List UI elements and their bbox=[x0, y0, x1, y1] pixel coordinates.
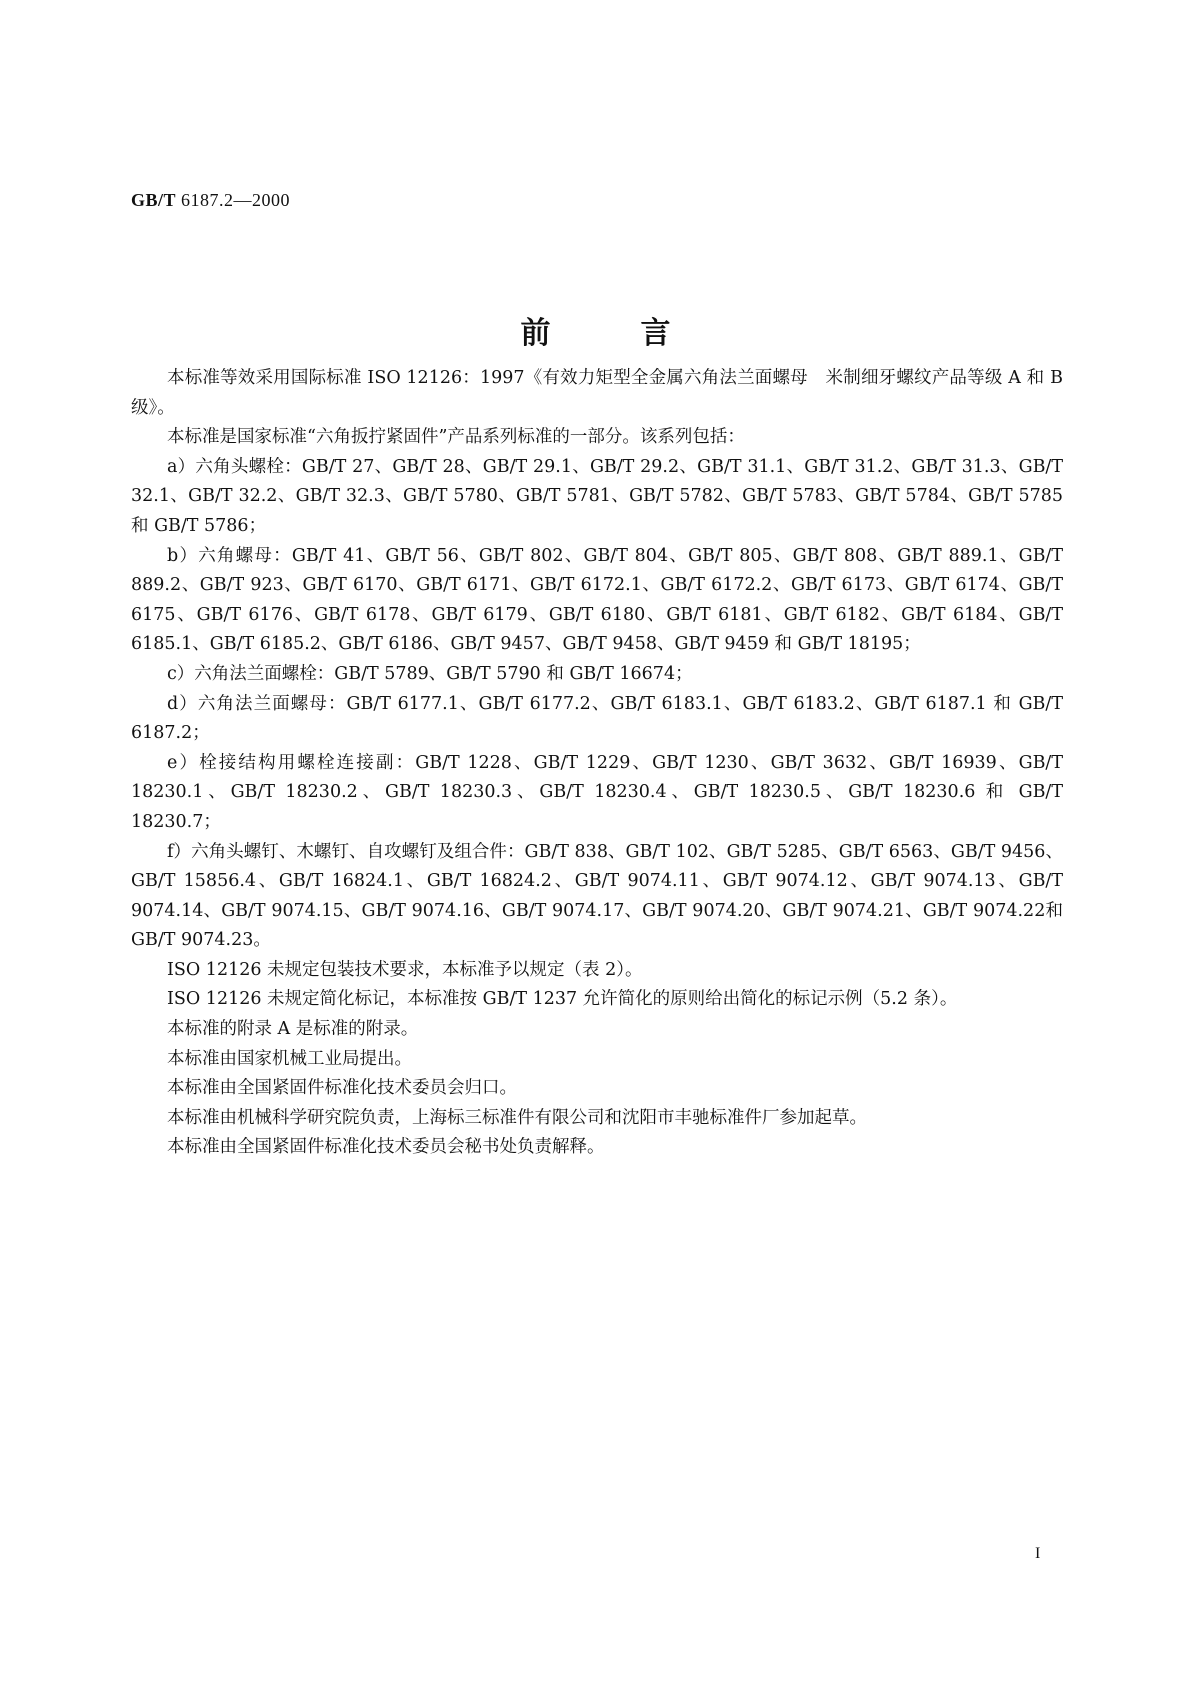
paragraph: 本标准的附录 A 是标准的附录。 bbox=[167, 1019, 419, 1040]
standard-number: 6187.2—2000 bbox=[176, 190, 291, 210]
paragraph: 本标准等效采用国际标准 ISO 12126：1997《有效力矩型全金属六角法兰面螺母 米制细牙螺纹产品等级 A 和 B 级》。 bbox=[131, 368, 1063, 418]
page-number: I bbox=[1035, 1545, 1041, 1562]
paragraph: 本标准是国家标准“六角扳拧紧固件”产品系列标准的一部分。该系列包括： bbox=[167, 427, 745, 448]
list-item: e）栓接结构用螺栓连接副：GB/T 1228、GB/T 1229、GB/T 1230、GB/T 3632、GB/T 16939、GB/T 18230.1、GB/T 18230.2、GB/T 18230.3、GB/T 18230.4、GB/T 18230.5、GB/T 18230.6 和 GB/T 18230.7； bbox=[131, 752, 1063, 832]
page-title: 前言 bbox=[520, 316, 761, 351]
foreword-body bbox=[131, 364, 1063, 1163]
list-item: f）六角头螺钉、木螺钉、自攻螺钉及组合件：GB/T 838、GB/T 102、GB/T 5285、GB/T 6563、GB/T 9456、GB/T 15856.4、GB/T 16824.1、GB/T 16824.2、GB/T 9074.11、GB/T 9074.12、GB/T 9074.13、GB/T 9074.14、GB/T 9074.15、GB/T 9074.16、GB/T 9074.17、GB/T 9074.20、GB/T 9074.21、GB/T 9074.22和 GB/T 9074.23。 bbox=[131, 841, 1063, 951]
list-item: a）六角头螺栓：GB/T 27、GB/T 28、GB/T 29.1、GB/T 29.2、GB/T 31.1、GB/T 31.2、GB/T 31.3、GB/T 32.1、GB/T 32.2、GB/T 32.3、GB/T 5780、GB/T 5781、GB/T 5782、GB/T 5783、GB/T 5784、GB/T 5785 和 GB/T 5786； bbox=[131, 456, 1063, 536]
paragraph: 本标准由全国紧固件标准化技术委员会秘书处负责解释。 bbox=[167, 1137, 605, 1158]
list-item: b）六角螺母：GB/T 41、GB/T 56、GB/T 802、GB/T 804、GB/T 805、GB/T 808、GB/T 889.1、GB/T 889.2、GB/T 923、GB/T 6170、GB/T 6171、GB/T 6172.1、GB/T 6172.2、GB/T 6173、GB/T 6174、GB/T 6175、GB/T 6176、GB/T 6178、GB/T 6179、GB/T 6180、GB/T 6181、GB/T 6182、GB/T 6184、GB/T 6185.1、GB/T 6185.2、GB/T 6186、GB/T 9457、GB/T 9458、GB/T 9459 和 GB/T 18195； bbox=[131, 545, 1063, 655]
standard-prefix: GB/T bbox=[131, 190, 177, 210]
paragraph: ISO 12126 未规定包装技术要求，本标准予以规定（表 2）。 bbox=[167, 959, 643, 980]
paragraph: 本标准由机械科学研究院负责，上海标三标准件有限公司和沈阳市丰驰标准件厂参加起草。 bbox=[167, 1107, 867, 1128]
paragraph: 本标准由国家机械工业局提出。 bbox=[167, 1048, 412, 1069]
standard-code bbox=[131, 190, 290, 211]
paragraph: ISO 12126 未规定简化标记，本标准按 GB/T 1237 允许简化的原则给出简化的标记示例（5.2 条）。 bbox=[167, 989, 958, 1010]
list-item: c）六角法兰面螺栓：GB/T 5789、GB/T 5790 和 GB/T 16674； bbox=[167, 663, 693, 684]
list-item: d）六角法兰面螺母：GB/T 6177.1、GB/T 6177.2、GB/T 6183.1、GB/T 6183.2、GB/T 6187.1 和 GB/T 6187.2； bbox=[131, 693, 1063, 744]
paragraph: 本标准由全国紧固件标准化技术委员会归口。 bbox=[167, 1078, 517, 1099]
